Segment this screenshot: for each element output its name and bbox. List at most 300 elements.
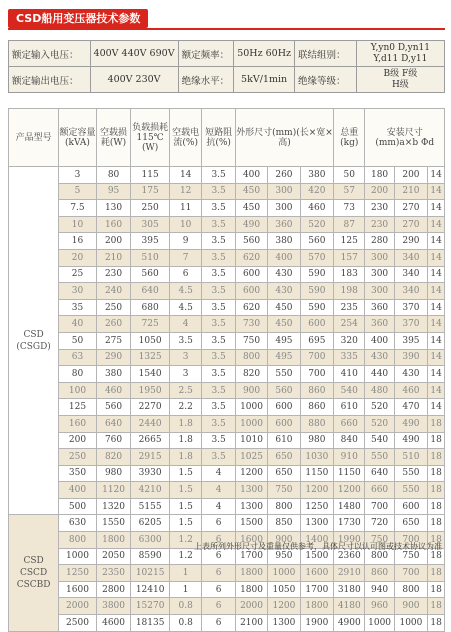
table-cell: 1150 [300,465,333,482]
table-cell: 490 [394,432,427,449]
table-cell: 1400 [300,532,333,549]
table-cell: 1000 [365,615,394,632]
table-cell: 1500 [300,548,333,565]
table-cell: 700 [394,565,427,582]
table-cell: 14 [428,382,445,399]
table-cell: 400 [59,482,97,499]
table-cell: 850 [268,515,300,532]
table-cell: 2.2 [169,399,201,416]
model-name: CSCD [20,568,48,579]
table-cell: 980 [96,465,131,482]
header-capacity: 额定容量(kVA) [59,109,97,167]
table-cell: 290 [394,233,427,250]
input-voltage-value: 400V 440V 690V [90,41,178,67]
table-cell: 800 [268,498,300,515]
table-cell: 6 [202,532,235,549]
table-cell: 18 [428,432,445,449]
table-cell: 1200 [235,465,267,482]
table-cell: 495 [268,332,300,349]
table-cell: 200 [365,183,394,200]
table-cell: 14 [428,399,445,416]
table-cell: 335 [334,349,365,366]
header-impedance: 短路阻抗(%) [202,109,235,167]
table-cell: 3.5 [202,332,235,349]
insulation-value: 5kV/1min [234,67,295,93]
table-cell: 240 [96,283,131,300]
table-cell: 1050 [131,332,170,349]
table-row [9,349,445,366]
table-cell: 450 [268,299,300,316]
table-cell: 18 [428,581,445,598]
table-cell: 11 [169,200,201,217]
table-cell: 725 [131,316,170,333]
table-row [9,615,445,632]
table-row [9,167,445,184]
table-cell: 800 [365,548,394,565]
table-cell: 1030 [300,449,333,466]
page-title: CSD船用变压器技术参数 [8,9,148,28]
table-cell: 560 [96,399,131,416]
table-cell: 620 [235,299,267,316]
table-cell: 10 [59,216,97,233]
table-cell: 3.5 [202,233,235,250]
model-cell [9,515,59,631]
table-cell: 1250 [59,565,97,582]
title-bar [8,9,148,28]
header-load-loss: 负载损耗115℃(W) [131,109,170,167]
table-cell: 1300 [300,515,333,532]
table-cell: 1.5 [169,498,201,515]
table-cell: 15270 [131,598,170,615]
table-cell: 1.5 [169,515,201,532]
table-cell: 6300 [131,532,170,549]
table-cell: 18 [428,548,445,565]
table-cell: 1 [169,581,201,598]
table-cell: 250 [131,200,170,217]
table-cell: 80 [96,167,131,184]
output-voltage-label: 额定输出电压： [9,67,91,93]
table-cell: 620 [235,249,267,266]
table-cell: 730 [235,316,267,333]
table-cell: 8590 [131,548,170,565]
table-cell: 3.5 [202,399,235,416]
header-model: 产品型号 [9,109,59,167]
table-cell: 250 [59,449,97,466]
table-cell: 480 [365,382,394,399]
connection-value [356,41,444,67]
table-cell: 1800 [235,565,267,582]
table-cell: 50 [334,167,365,184]
table-cell: 4 [202,482,235,499]
table-cell: 3.5 [202,366,235,383]
frequency-label: 额定频率： [178,41,234,67]
table-cell: 450 [235,200,267,217]
table-cell: 40 [59,316,97,333]
table-cell: 3 [169,349,201,366]
table-cell: 590 [300,299,333,316]
table-cell: 1480 [334,498,365,515]
table-cell: 540 [334,382,365,399]
table-cell: 305 [131,216,170,233]
table-cell: 1050 [268,581,300,598]
table-cell: 360 [268,216,300,233]
table-cell: 270 [394,200,427,217]
connection-line-2: Y,d11 D,y11 [373,53,428,64]
table-cell: 940 [365,581,394,598]
table-cell: 520 [365,415,394,432]
table-cell: 230 [365,200,394,217]
model-name: (CSGD) [16,341,51,352]
table-cell: 6 [202,548,235,565]
table-cell: 1000 [268,565,300,582]
table-row [9,233,445,250]
table-cell: 800 [235,349,267,366]
table-row [9,200,445,217]
table-cell: 2500 [59,615,97,632]
model-cell [9,167,59,515]
table-cell: 4.5 [169,299,201,316]
table-cell: 2915 [131,449,170,466]
table-cell: 6 [202,565,235,582]
table-cell: 2270 [131,399,170,416]
table-row [9,332,445,349]
table-row [9,449,445,466]
table-cell: 3.5 [202,432,235,449]
table-cell: 340 [394,283,427,300]
table-cell: 4180 [334,598,365,615]
table-cell: 1800 [96,532,131,549]
table-cell: 500 [59,498,97,515]
table-cell: 900 [268,532,300,549]
table-cell: 2100 [235,615,267,632]
table-cell: 7.5 [59,200,97,217]
table-cell: 14 [428,266,445,283]
table-cell: 1600 [300,565,333,582]
table-cell: 130 [96,200,131,217]
table-cell: 254 [334,316,365,333]
table-cell: 1010 [235,432,267,449]
table-cell: 16 [59,233,97,250]
table-cell: 1800 [300,598,333,615]
table-cell: 1025 [235,449,267,466]
spec-row [9,67,445,93]
table-cell: 1 [169,565,201,582]
table-cell: 4 [202,465,235,482]
table-row [9,598,445,615]
spec-table [8,40,445,93]
table-cell: 10 [169,216,201,233]
table-cell: 18 [428,465,445,482]
table-cell: 400 [365,332,394,349]
table-cell: 760 [96,432,131,449]
table-cell: 200 [96,233,131,250]
table-cell: 280 [365,233,394,250]
table-cell: 14 [428,249,445,266]
table-cell: 1.5 [169,482,201,499]
table-cell: 1540 [131,366,170,383]
table-cell: 6 [169,266,201,283]
table-cell: 430 [365,349,394,366]
table-cell: 1300 [268,615,300,632]
header-weight: 总重(kg) [334,109,365,167]
table-cell: 400 [268,249,300,266]
table-cell: 18 [428,482,445,499]
table-cell: 0.8 [169,598,201,615]
table-cell: 10215 [131,565,170,582]
table-cell: 14 [428,216,445,233]
table-cell: 880 [300,415,333,432]
table-cell: 1990 [334,532,365,549]
table-cell: 115 [131,167,170,184]
table-cell: 14 [428,332,445,349]
table-cell: 14 [428,299,445,316]
table-cell: 600 [235,283,267,300]
table-cell: 1950 [131,382,170,399]
table-cell: 1300 [235,482,267,499]
table-cell: 3.5 [202,316,235,333]
table-cell: 275 [96,332,131,349]
table-cell: 700 [365,498,394,515]
table-cell: 3.5 [202,183,235,200]
table-cell: 18 [428,615,445,632]
table-cell: 2000 [59,598,97,615]
table-cell: 290 [96,349,131,366]
table-cell: 1600 [235,532,267,549]
table-row [9,183,445,200]
table-cell: 95 [96,183,131,200]
table-cell: 1.2 [169,532,201,549]
table-cell: 80 [59,366,97,383]
table-cell: 560 [235,233,267,250]
table-cell: 6205 [131,515,170,532]
table-cell: 18 [428,498,445,515]
table-cell: 750 [268,482,300,499]
table-cell: 840 [334,432,365,449]
table-cell: 490 [235,216,267,233]
table-cell: 63 [59,349,97,366]
table-cell: 4.5 [169,283,201,300]
parameter-table [8,108,445,632]
table-cell: 230 [96,266,131,283]
table-cell: 910 [334,449,365,466]
table-cell: 12 [169,183,201,200]
table-cell: 420 [300,183,333,200]
table-cell: 183 [334,266,365,283]
table-cell: 540 [365,432,394,449]
table-cell: 300 [365,249,394,266]
table-cell: 18135 [131,615,170,632]
table-cell: 3.5 [202,283,235,300]
table-row [9,382,445,399]
table-cell: 14 [428,167,445,184]
table-cell: 198 [334,283,365,300]
table-cell: 650 [268,465,300,482]
table-cell: 1120 [96,482,131,499]
table-cell: 50 [59,332,97,349]
table-cell: 640 [365,465,394,482]
table-cell: 1730 [334,515,365,532]
table-cell: 380 [268,233,300,250]
table-row [9,249,445,266]
table-cell: 6 [202,615,235,632]
connection-label: 联结组别： [294,41,356,67]
table-cell: 1600 [59,581,97,598]
table-cell: 6 [202,581,235,598]
table-cell: 235 [334,299,365,316]
input-voltage-label: 额定输入电压： [9,41,91,67]
table-cell: 14 [428,183,445,200]
table-cell: 1200 [300,482,333,499]
table-cell: 3 [59,167,97,184]
table-cell: 700 [394,532,427,549]
table-cell: 470 [394,399,427,416]
table-row [9,482,445,499]
table-cell: 610 [334,399,365,416]
table-cell: 380 [300,167,333,184]
table-cell: 570 [300,249,333,266]
insulation-grade-label: 绝缘等级： [294,67,356,93]
table-cell: 14 [428,316,445,333]
table-cell: 14 [428,349,445,366]
table-cell: 600 [268,415,300,432]
header-dimensions: 外形尺寸(mm)(长×宽×高) [235,109,333,167]
insulation-grade-value [356,67,444,93]
table-cell: 18 [428,449,445,466]
table-row [9,366,445,383]
table-cell: 18 [428,532,445,549]
table-cell: 510 [131,249,170,266]
table-cell: 180 [365,167,394,184]
table-cell: 100 [59,382,97,399]
table-cell: 18 [428,515,445,532]
table-cell: 860 [300,382,333,399]
table-cell: 400 [235,167,267,184]
table-cell: 12410 [131,581,170,598]
table-cell: 520 [365,399,394,416]
table-cell: 14 [169,167,201,184]
table-cell: 700 [300,349,333,366]
table-cell: 680 [131,299,170,316]
grade-line-2: H级 [391,79,409,90]
table-cell: 860 [365,565,394,582]
table-cell: 4 [202,498,235,515]
table-cell: 9 [169,233,201,250]
table-cell: 250 [96,299,131,316]
table-cell: 1200 [334,482,365,499]
table-cell: 14 [428,233,445,250]
table-cell: 800 [59,532,97,549]
table-cell: 610 [268,432,300,449]
grade-line-1: B级 F级 [383,68,418,79]
table-cell: 14 [428,200,445,217]
table-cell: 157 [334,249,365,266]
table-cell: 640 [96,415,131,432]
table-cell: 1000 [59,548,97,565]
table-cell: 360 [365,299,394,316]
table-cell: 600 [235,266,267,283]
table-cell: 370 [394,299,427,316]
table-cell: 380 [96,366,131,383]
table-cell: 370 [394,316,427,333]
table-cell: 6 [202,515,235,532]
table-cell: 820 [235,366,267,383]
table-cell: 6 [202,598,235,615]
connection-line-1: Y,yn0 D,yn11 [370,42,430,53]
table-cell: 590 [300,266,333,283]
table-cell: 3.5 [202,299,235,316]
table-cell: 820 [96,449,131,466]
table-cell: 25 [59,266,97,283]
table-cell: 660 [334,415,365,432]
table-cell: 1900 [300,615,333,632]
table-cell: 860 [300,399,333,416]
model-name: CSCBD [16,580,51,591]
table-cell: 560 [268,382,300,399]
table-header-row [9,109,445,167]
table-cell: 340 [394,266,427,283]
table-cell: 160 [96,216,131,233]
table-cell: 210 [96,249,131,266]
table-cell: 3800 [96,598,131,615]
table-row [9,515,445,532]
table-cell: 260 [96,316,131,333]
table-cell: 1550 [96,515,131,532]
table-row [9,465,445,482]
table-row [9,581,445,598]
table-cell: 490 [394,415,427,432]
table-cell: 1000 [235,415,267,432]
table-cell: 320 [334,332,365,349]
table-row [9,399,445,416]
table-cell: 0.8 [169,615,201,632]
table-cell: 1300 [235,498,267,515]
table-cell: 175 [131,183,170,200]
table-cell: 510 [394,449,427,466]
table-cell: 1000 [235,399,267,416]
table-cell: 30 [59,283,97,300]
table-cell: 600 [300,316,333,333]
table-cell: 3.5 [202,200,235,217]
table-cell: 200 [59,432,97,449]
table-cell: 18 [428,415,445,432]
table-cell: 1.8 [169,449,201,466]
model-name: CSD [23,556,44,567]
table-cell: 395 [131,233,170,250]
table-cell: 460 [96,382,131,399]
table-cell: 300 [268,200,300,217]
table-cell: 550 [394,465,427,482]
table-cell: 450 [268,316,300,333]
table-cell: 1000 [394,615,427,632]
table-cell: 3180 [334,581,365,598]
table-cell: 1700 [235,548,267,565]
table-cell: 3.5 [202,216,235,233]
footnote: 上表所列外形尺寸及重量仅供参考，具体尺寸以认可图或技术协议为准 [194,542,442,551]
table-cell: 3.5 [202,249,235,266]
table-cell: 450 [235,183,267,200]
table-cell: 980 [300,432,333,449]
table-cell: 340 [394,249,427,266]
table-cell: 1800 [235,581,267,598]
table-cell: 210 [394,183,427,200]
table-cell: 20 [59,249,97,266]
table-row [9,216,445,233]
table-cell: 495 [268,349,300,366]
table-cell: 1320 [96,498,131,515]
table-cell: 2910 [334,565,365,582]
header-noload-current: 空载电流(%) [169,109,201,167]
table-row [9,415,445,432]
